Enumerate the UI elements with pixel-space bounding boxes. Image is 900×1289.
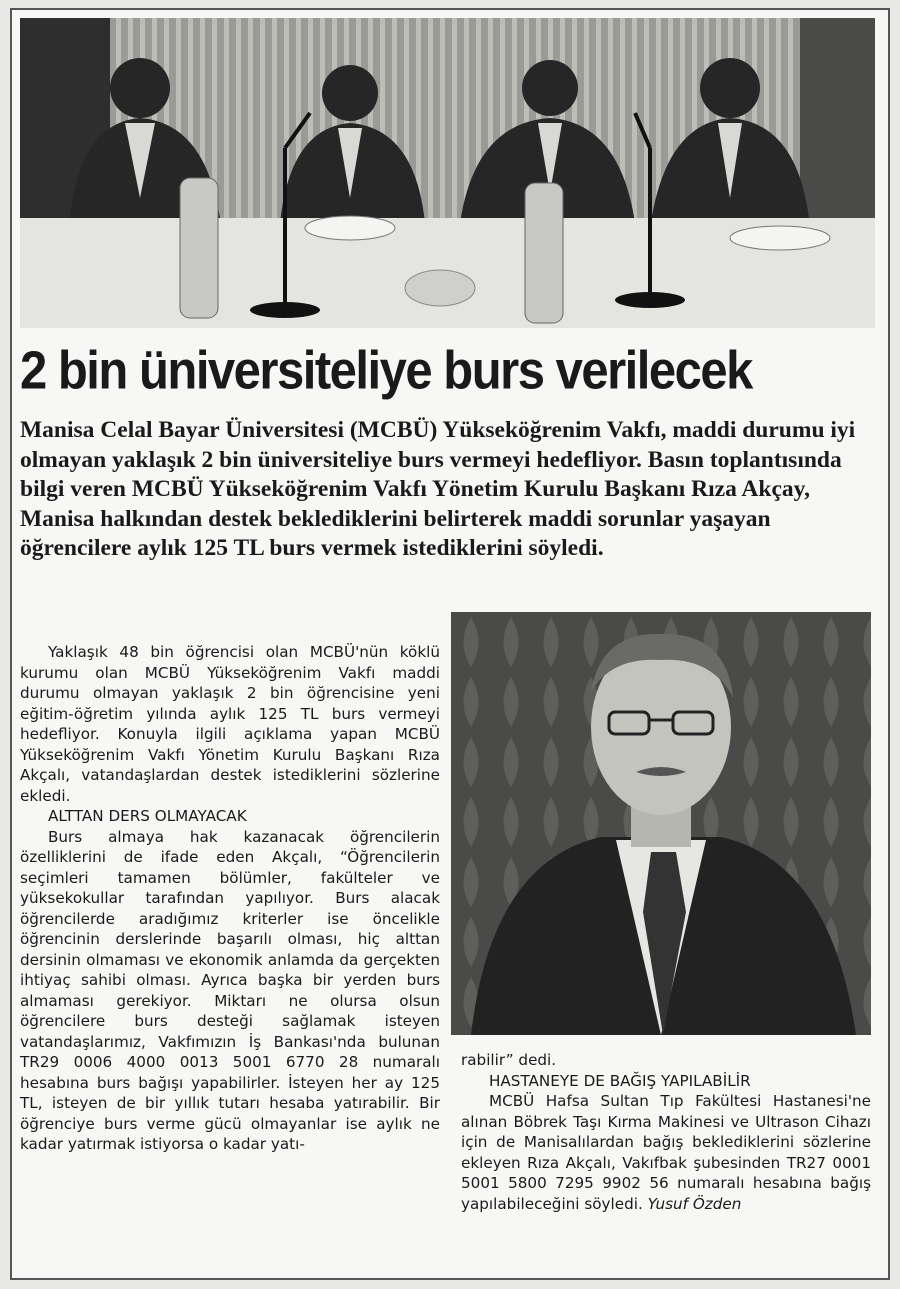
press-conference-photo: [20, 18, 875, 328]
subheading: HASTANEYE DE BAĞIŞ YAPILABİLİR: [489, 1071, 751, 1090]
article-headline: 2 bin üniversiteliye burs verilecek: [20, 341, 752, 401]
press-conference-image: [20, 18, 875, 328]
body-paragraph-text: MCBÜ Hafsa Sultan Tıp Fakültesi Hastanesi'ne alınan Böbrek Taşı Kırma Makinesi ve Ultrason Cihazı için de Manisalılardan bağış beklediklerini sözlerine ekleyen Rıza Akçalı, Vakıfbak şubesinden TR27 0001 5001 5800 7295 9902 56 numaralı hesabına bağış yapılabileceğini söyledi.: [461, 1092, 871, 1213]
article-body-left-column: [20, 642, 440, 1155]
author-byline: Yusuf Özden: [647, 1194, 742, 1213]
portrait-image: [451, 612, 871, 1035]
portrait-photo: [451, 612, 871, 1035]
body-paragraph: rabilir” dedi.: [461, 1051, 557, 1069]
body-paragraph: Yaklaşık 48 bin öğrencisi olan MCBÜ'nün köklü kurumu olan MCBÜ Yükseköğrenim Vakfı maddi durumu olmayan yaklaşık 2 bin öğrencisine yeni eğitim-öğretim yılında aylık 125 TL burs vermeyi hedefliyor. Konuyla ilgili açıklama yapan MCBÜ Yükseköğrenim Vakfı Yönetim Kurulu Başkanı Rıza Akçalı, vatandaşlardan destek istediklerini sözlerine ekledi.: [20, 643, 440, 805]
article-lead: Manisa Celal Bayar Üniversitesi (MCBÜ) Yükseköğrenim Vakfı, maddi durumu iyi olmayan yaklaşık 2 bin üniversiteliye burs vermeyi hedefliyor. Basın toplantısında bilgi veren MCBÜ Yükseköğrenim Vakfı Yönetim Kurulu Başkanı Rıza Akçay, Manisa halkından destek beklediklerini belirterek maddi sorunlar yaşayan öğrencilere aylık 125 TL burs vermek istediklerini söyledi.: [20, 417, 856, 561]
subheading: ALTTAN DERS OLMAYACAK: [48, 807, 247, 825]
body-paragraph: [461, 1091, 871, 1214]
body-paragraph: Burs almaya hak kazanacak öğrencilerin özelliklerini de ifade eden Akçalı, “Öğrencilerin seçimleri tamamen bölümler, fakülteler ve yüksekokullar tarafından yapılıyor. Burs alacak öğrencilerde aradığımız kriterler ise öncelikle öğrencinin derslerinde başarılı olması, hiç alttan dersinin olmaması ve ekonomik anlamda da gerçekten ihtiyaç sahibi olması. Ayrıca başka bir yerden burs almaması gerekiyor. Miktarı ne olursa olsun öğrencilere burs desteği sağlamak isteyen vatandaşlarımız, Vakfımızın İş Bankası'nda bulunan TR29 0006 4000 0013 5001 6770 28 numaralı hesabına burs bağışı yapabilirler. İsteyen her ay 125 TL, isteyen de bir yıllık tutarı hesaba yatırabilir. Bir öğrenciye burs verme gücü olmayanlar ise aylık ne kadar yatırmak istiyorsa o kadar yatı-: [20, 827, 440, 1153]
article-body-right-column: [461, 1050, 871, 1214]
